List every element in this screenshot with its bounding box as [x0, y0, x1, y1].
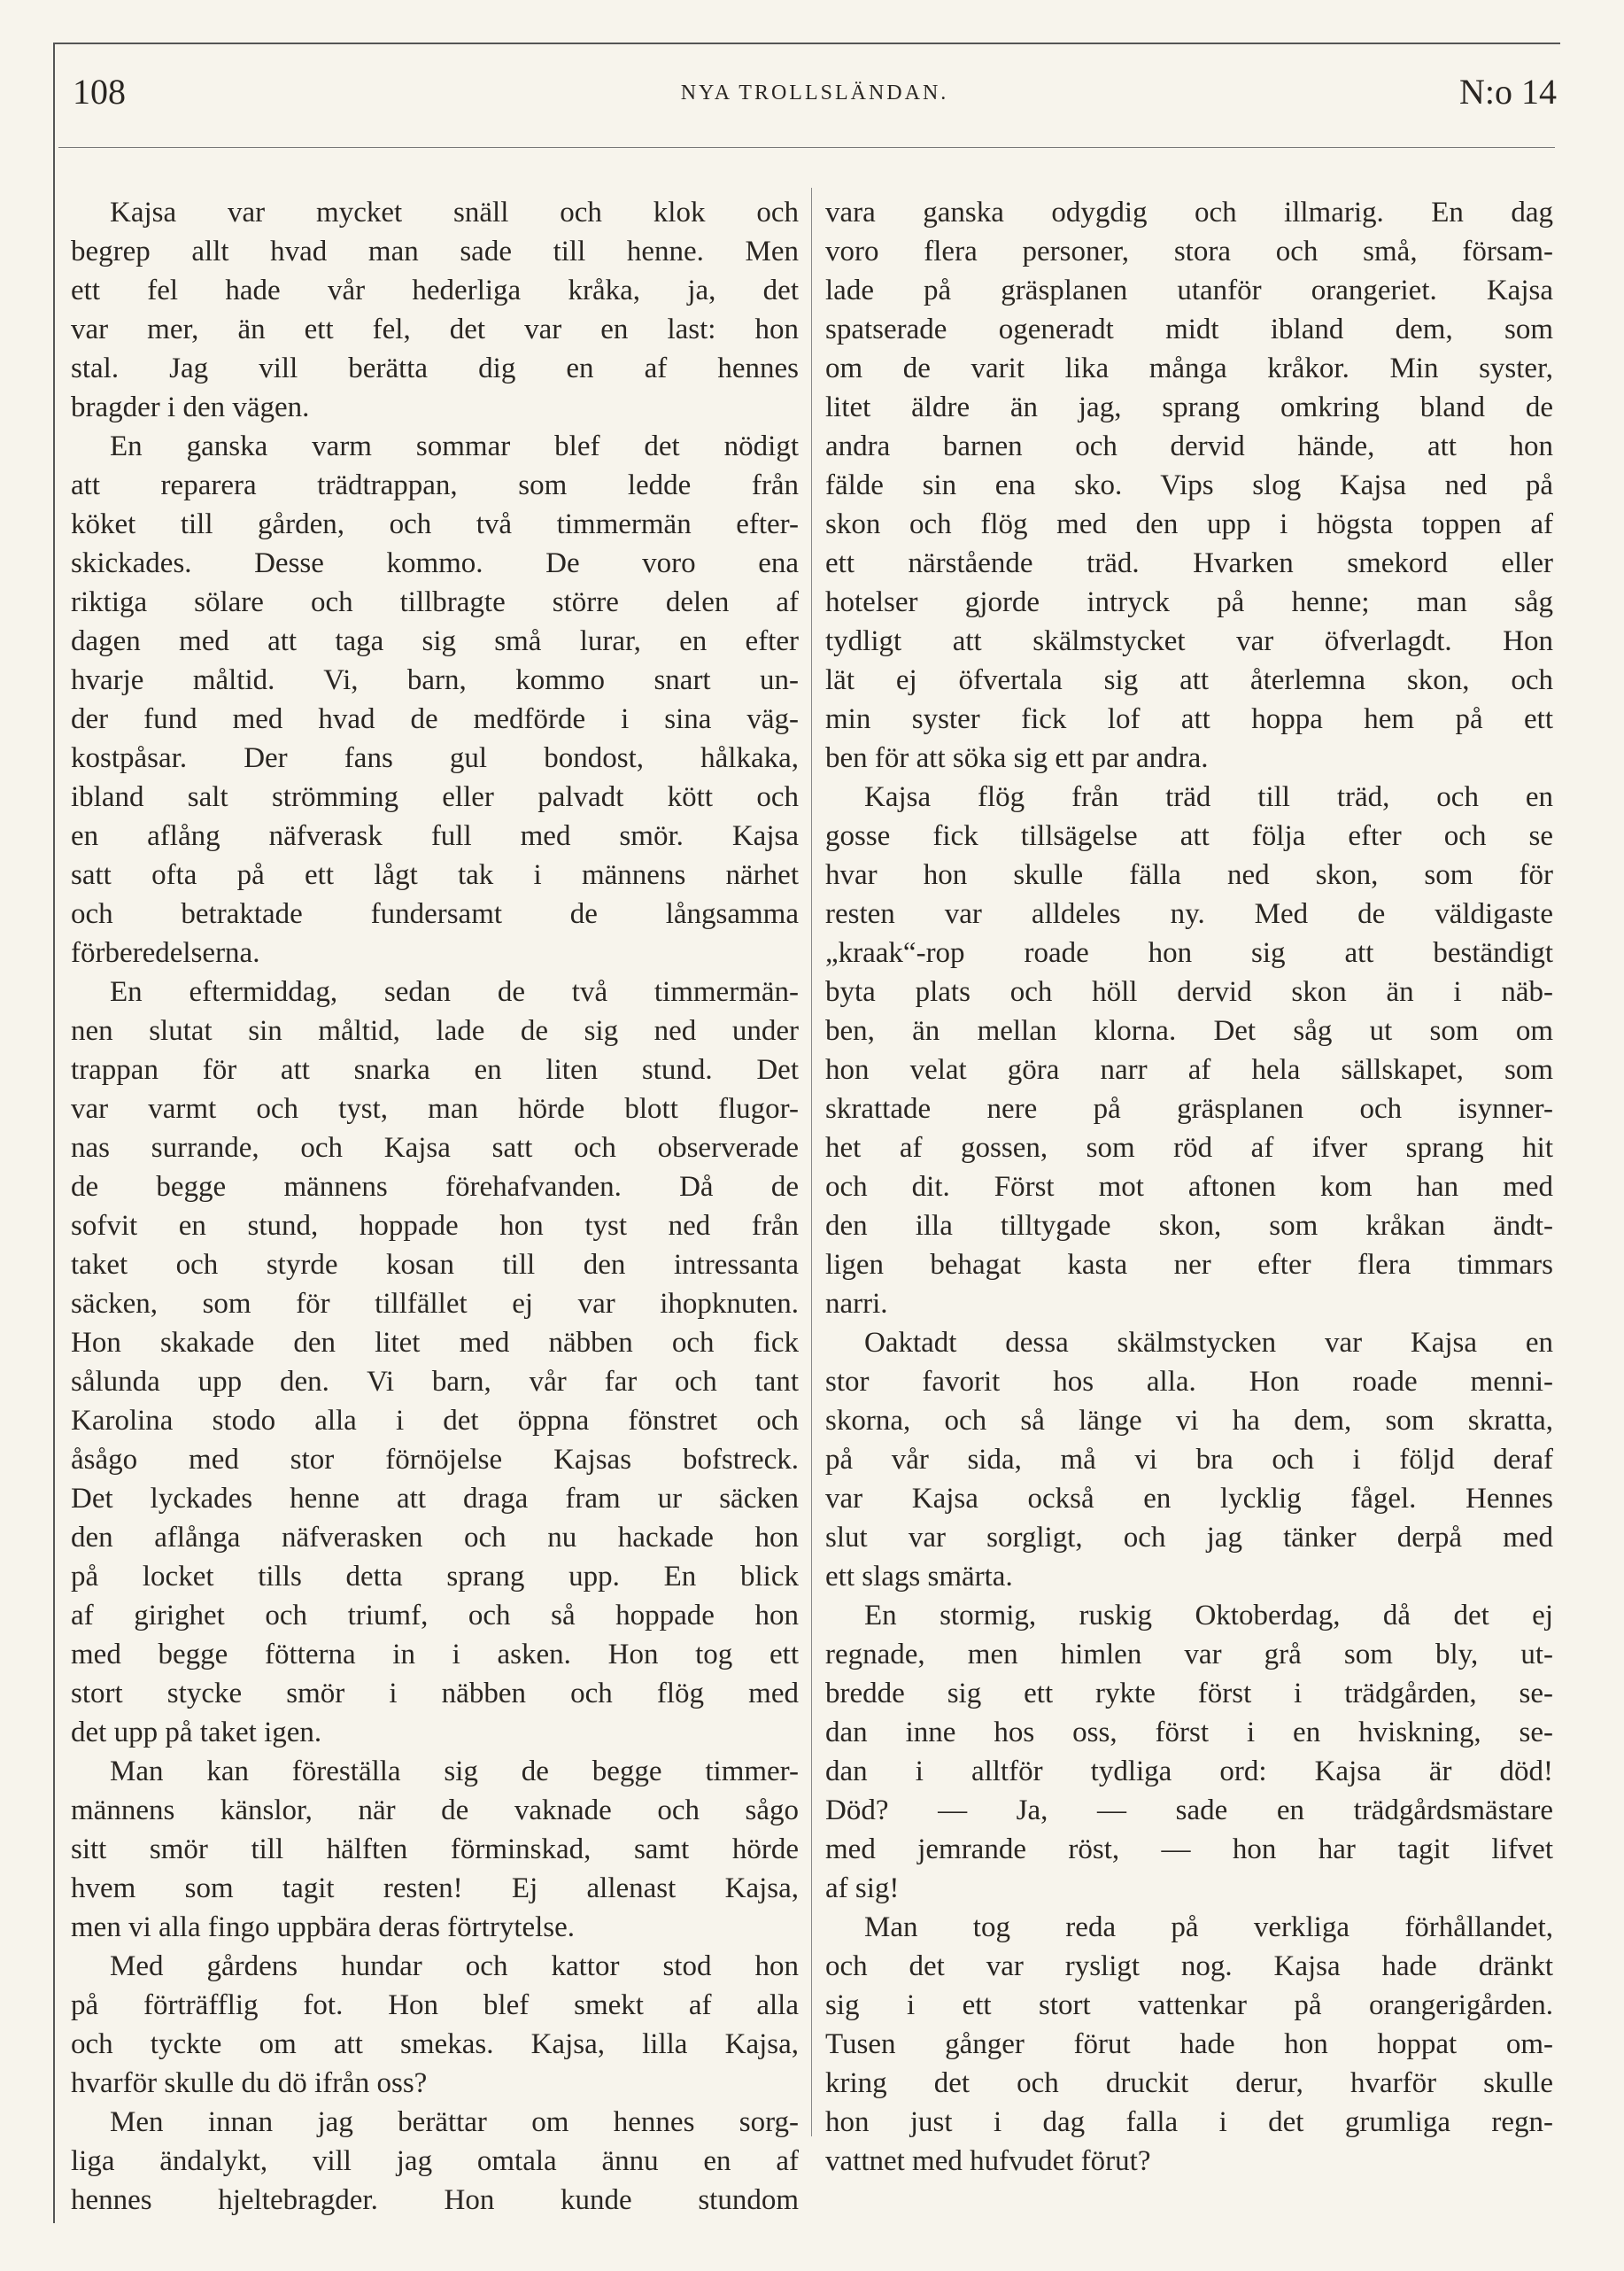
- text-line: lät ej öfvertala sig att återlemna skon, och: [825, 664, 1553, 696]
- text-line: En ganska varm sommar blef det nödigt: [110, 430, 799, 462]
- issue-number: N:o 14: [1459, 72, 1557, 112]
- text-line: förberedelserna.: [71, 937, 260, 969]
- text-line: Tusen gånger förut hade hon hoppat om-: [825, 2028, 1553, 2060]
- text-line: af sig!: [825, 1872, 900, 1904]
- text-line: ligen behagat kasta ner efter flera timmars: [825, 1249, 1553, 1281]
- text-line: på förträfflig fot. Hon blef smekt af alla: [71, 1989, 799, 2021]
- text-line: männens känslor, när de vaknade och sågo: [71, 1794, 799, 1826]
- text-line: nen slutat sin måltid, lade de sig ned under: [71, 1015, 799, 1047]
- text-line: var varmt och tyst, man hörde blott flugor-: [71, 1093, 799, 1125]
- text-line: hvarför skulle du dö ifrån oss?: [71, 2067, 428, 2099]
- text-line: Död? — Ja, — sade en trädgårdsmästare: [825, 1794, 1553, 1826]
- text-line: en aflång näfverask full med smör. Kajsa: [71, 820, 799, 852]
- text-line: En stormig, ruskig Oktoberdag, då det ej: [864, 1600, 1553, 1632]
- text-line: den illa tilltygade skon, som kråkan ändt-: [825, 1210, 1553, 1242]
- text-line: „kraak“-rop roade hon sig att beständigt: [825, 937, 1553, 969]
- text-line: de begge männens förehafvanden. Då de: [71, 1171, 799, 1203]
- text-line: sitt smör till hälften förminskad, samt hörde: [71, 1833, 799, 1865]
- text-line: med jemrande röst, — hon har tagit lifvet: [825, 1833, 1553, 1865]
- right-column: [825, 193, 1553, 2177]
- text-line: riktiga sölare och tillbragte större delen af: [71, 586, 799, 618]
- text-line: hennes hjeltebragder. Hon kunde stundom: [71, 2184, 799, 2216]
- text-line: hvem som tagit resten! Ej allenast Kajsa,: [71, 1872, 799, 1904]
- text-line: Men innan jag berättar om hennes sorg-: [110, 2106, 799, 2138]
- text-line: regnade, men himlen var grå som bly, ut-: [825, 1639, 1553, 1670]
- text-line: att reparera trädtrappan, som ledde från: [71, 469, 799, 501]
- text-line: säcken, som för tillfället ej var ihopknuten.: [71, 1288, 799, 1320]
- text-line: sålunda upp den. Vi barn, vår far och tant: [71, 1366, 799, 1398]
- text-line: ben för att söka sig ett par andra.: [825, 742, 1209, 774]
- text-line: byta plats och höll dervid skon än i näb-: [825, 976, 1553, 1008]
- left-column: [71, 193, 799, 2216]
- text-line: bragder i den vägen.: [71, 391, 310, 423]
- text-line: och det var rysligt nog. Kajsa hade dränkt: [825, 1950, 1553, 1982]
- text-line: dagen med att taga sig små lurar, en efter: [71, 625, 799, 657]
- text-line: på vår sida, må vi bra och i följd deraf: [825, 1444, 1553, 1476]
- text-line: trappan för att snarka en liten stund. Det: [71, 1054, 799, 1086]
- text-line: voro flera personer, stora och små, försam-: [825, 236, 1553, 267]
- text-line: Kajsa var mycket snäll och klok och: [110, 197, 799, 229]
- text-line: hotelser gjorde intryck på henne; man såg: [825, 586, 1553, 618]
- text-line: andra barnen och dervid hände, att hon: [825, 430, 1553, 462]
- text-line: Det lyckades henne att draga fram ur säcken: [71, 1483, 799, 1515]
- text-line: stort stycke smör i näbben och flög med: [71, 1678, 799, 1709]
- text-line: Oaktadt dessa skälmstycken var Kajsa en: [864, 1327, 1553, 1359]
- text-line: hvar hon skulle fälla ned skon, som för: [825, 859, 1553, 891]
- text-line: men vi alla fingo uppbära deras förtrytelse.: [71, 1911, 576, 1943]
- text-line: och betraktade fundersamt de långsamma: [71, 898, 799, 930]
- text-line: nas surrande, och Kajsa satt och observerade: [71, 1132, 799, 1164]
- text-line: den aflånga näfverasken och nu hackade hon: [71, 1522, 799, 1554]
- text-line: skrattade nere på gräsplanen och isynner-: [825, 1093, 1553, 1125]
- text-line: åsågo med stor förnöjelse Kajsas bofstreck.: [71, 1444, 799, 1476]
- text-line: taket och styrde kosan till den intressanta: [71, 1249, 799, 1281]
- text-line: skorna, och så länge vi ha dem, som skratta,: [825, 1405, 1553, 1437]
- text-line: Kajsa flög från träd till träd, och en: [864, 781, 1553, 813]
- text-line: gosse fick tillsägelse att följa efter och se: [825, 820, 1553, 852]
- text-line: köket till gården, och två timmermän efter-: [71, 508, 799, 540]
- text-line: af girighet och triumf, och så hoppade hon: [71, 1600, 799, 1632]
- text-line: sig i ett stort vattenkar på orangerigården.: [825, 1989, 1553, 2021]
- text-line: stal. Jag vill berätta dig en af hennes: [71, 353, 799, 384]
- text-line: spatserade ogeneradt midt ibland dem, som: [825, 314, 1553, 345]
- text-line: vara ganska odygdig och illmarig. En dag: [825, 197, 1553, 229]
- text-line: Karolina stodo alla i det öppna fönstret och: [71, 1405, 799, 1437]
- text-line: ett närstående träd. Hvarken smekord eller: [825, 547, 1553, 579]
- text-line: der fund med hvad de medförde i sina väg-: [71, 703, 799, 735]
- text-line: ett fel hade vår hederliga kråka, ja, det: [71, 275, 799, 306]
- text-line: stor favorit hos alla. Hon roade menni-: [825, 1366, 1553, 1398]
- text-line: liga ändalykt, vill jag omtala ännu en af: [71, 2145, 799, 2177]
- text-line: ett slags smärta.: [825, 1561, 1013, 1593]
- text-line: ibland salt strömming eller palvadt kött och: [71, 781, 799, 813]
- text-line: och dit. Först mot aftonen kom han med: [825, 1171, 1553, 1203]
- text-line: hon just i dag falla i det grumliga regn-: [825, 2106, 1553, 2138]
- text-line: var Kajsa också en lycklig fågel. Hennes: [825, 1483, 1553, 1515]
- text-line: skon och flög med den upp i högsta toppen af: [825, 508, 1553, 540]
- header-rule: [58, 147, 1555, 148]
- text-line: lade på gräsplanen utanför orangeriet. Kajsa: [825, 275, 1553, 306]
- text-line: Hon skakade den litet med näbben och fick: [71, 1327, 799, 1359]
- text-line: på locket tills detta sprang upp. En blick: [71, 1561, 799, 1593]
- running-title: NYA TROLLSLÄNDAN.: [680, 81, 949, 105]
- text-line: satt ofta på ett lågt tak i männens närhet: [71, 859, 799, 891]
- column-divider: [811, 188, 812, 2136]
- text-line: litet äldre än jag, sprang omkring bland de: [825, 391, 1553, 423]
- text-line: slut var sorgligt, och jag tänker derpå med: [825, 1522, 1553, 1554]
- text-line: min syster fick lof att hoppa hem på ett: [825, 703, 1553, 735]
- text-line: sofvit en stund, hoppade hon tyst ned från: [71, 1210, 799, 1242]
- text-line: Med gårdens hundar och kattor stod hon: [110, 1950, 799, 1982]
- text-line: begrep allt hvad man sade till henne. Men: [71, 236, 799, 267]
- text-line: dan inne hos oss, först i en hviskning, se-: [825, 1717, 1553, 1748]
- text-line: ben, än mellan klorna. Det såg ut som om: [825, 1015, 1553, 1047]
- page-number: 108: [73, 72, 126, 112]
- text-line: det upp på taket igen.: [71, 1717, 322, 1748]
- text-line: tydligt att skälmstycket var öfverlagdt. Hon: [825, 625, 1553, 657]
- text-line: var mer, än ett fel, det var en last: hon: [71, 314, 799, 345]
- text-line: het af gossen, som röd af ifver sprang hit: [825, 1132, 1553, 1164]
- text-line: dan i alltför tydliga ord: Kajsa är död!: [825, 1756, 1553, 1787]
- text-line: vattnet med hufvudet förut?: [825, 2145, 1151, 2177]
- text-line: hvarje måltid. Vi, barn, kommo snart un-: [71, 664, 799, 696]
- text-line: resten var alldeles ny. Med de väldigaste: [825, 898, 1553, 930]
- text-line: Man kan föreställa sig de begge timmer-: [110, 1756, 799, 1787]
- text-line: och tyckte om att smekas. Kajsa, lilla Kajsa,: [71, 2028, 799, 2060]
- text-line: kostpåsar. Der fans gul bondost, hålkaka,: [71, 742, 799, 774]
- text-line: med begge fötterna in i asken. Hon tog ett: [71, 1639, 799, 1670]
- text-line: Man tog reda på verkliga förhållandet,: [864, 1911, 1553, 1943]
- text-line: hon velat göra narr af hela sällskapet, som: [825, 1054, 1553, 1086]
- text-line: kring det och druckit derur, hvarför skulle: [825, 2067, 1553, 2099]
- text-line: narri.: [825, 1288, 888, 1320]
- text-line: bredde sig ett rykte först i trädgården, se-: [825, 1678, 1553, 1709]
- page-header: [73, 64, 1557, 126]
- text-line: En eftermiddag, sedan de två timmermän-: [110, 976, 799, 1008]
- text-line: fälde sin ena sko. Vips slog Kajsa ned på: [825, 469, 1553, 501]
- text-line: skickades. Desse kommo. De voro ena: [71, 547, 799, 579]
- text-line: om de varit lika många kråkor. Min syster,: [825, 353, 1553, 384]
